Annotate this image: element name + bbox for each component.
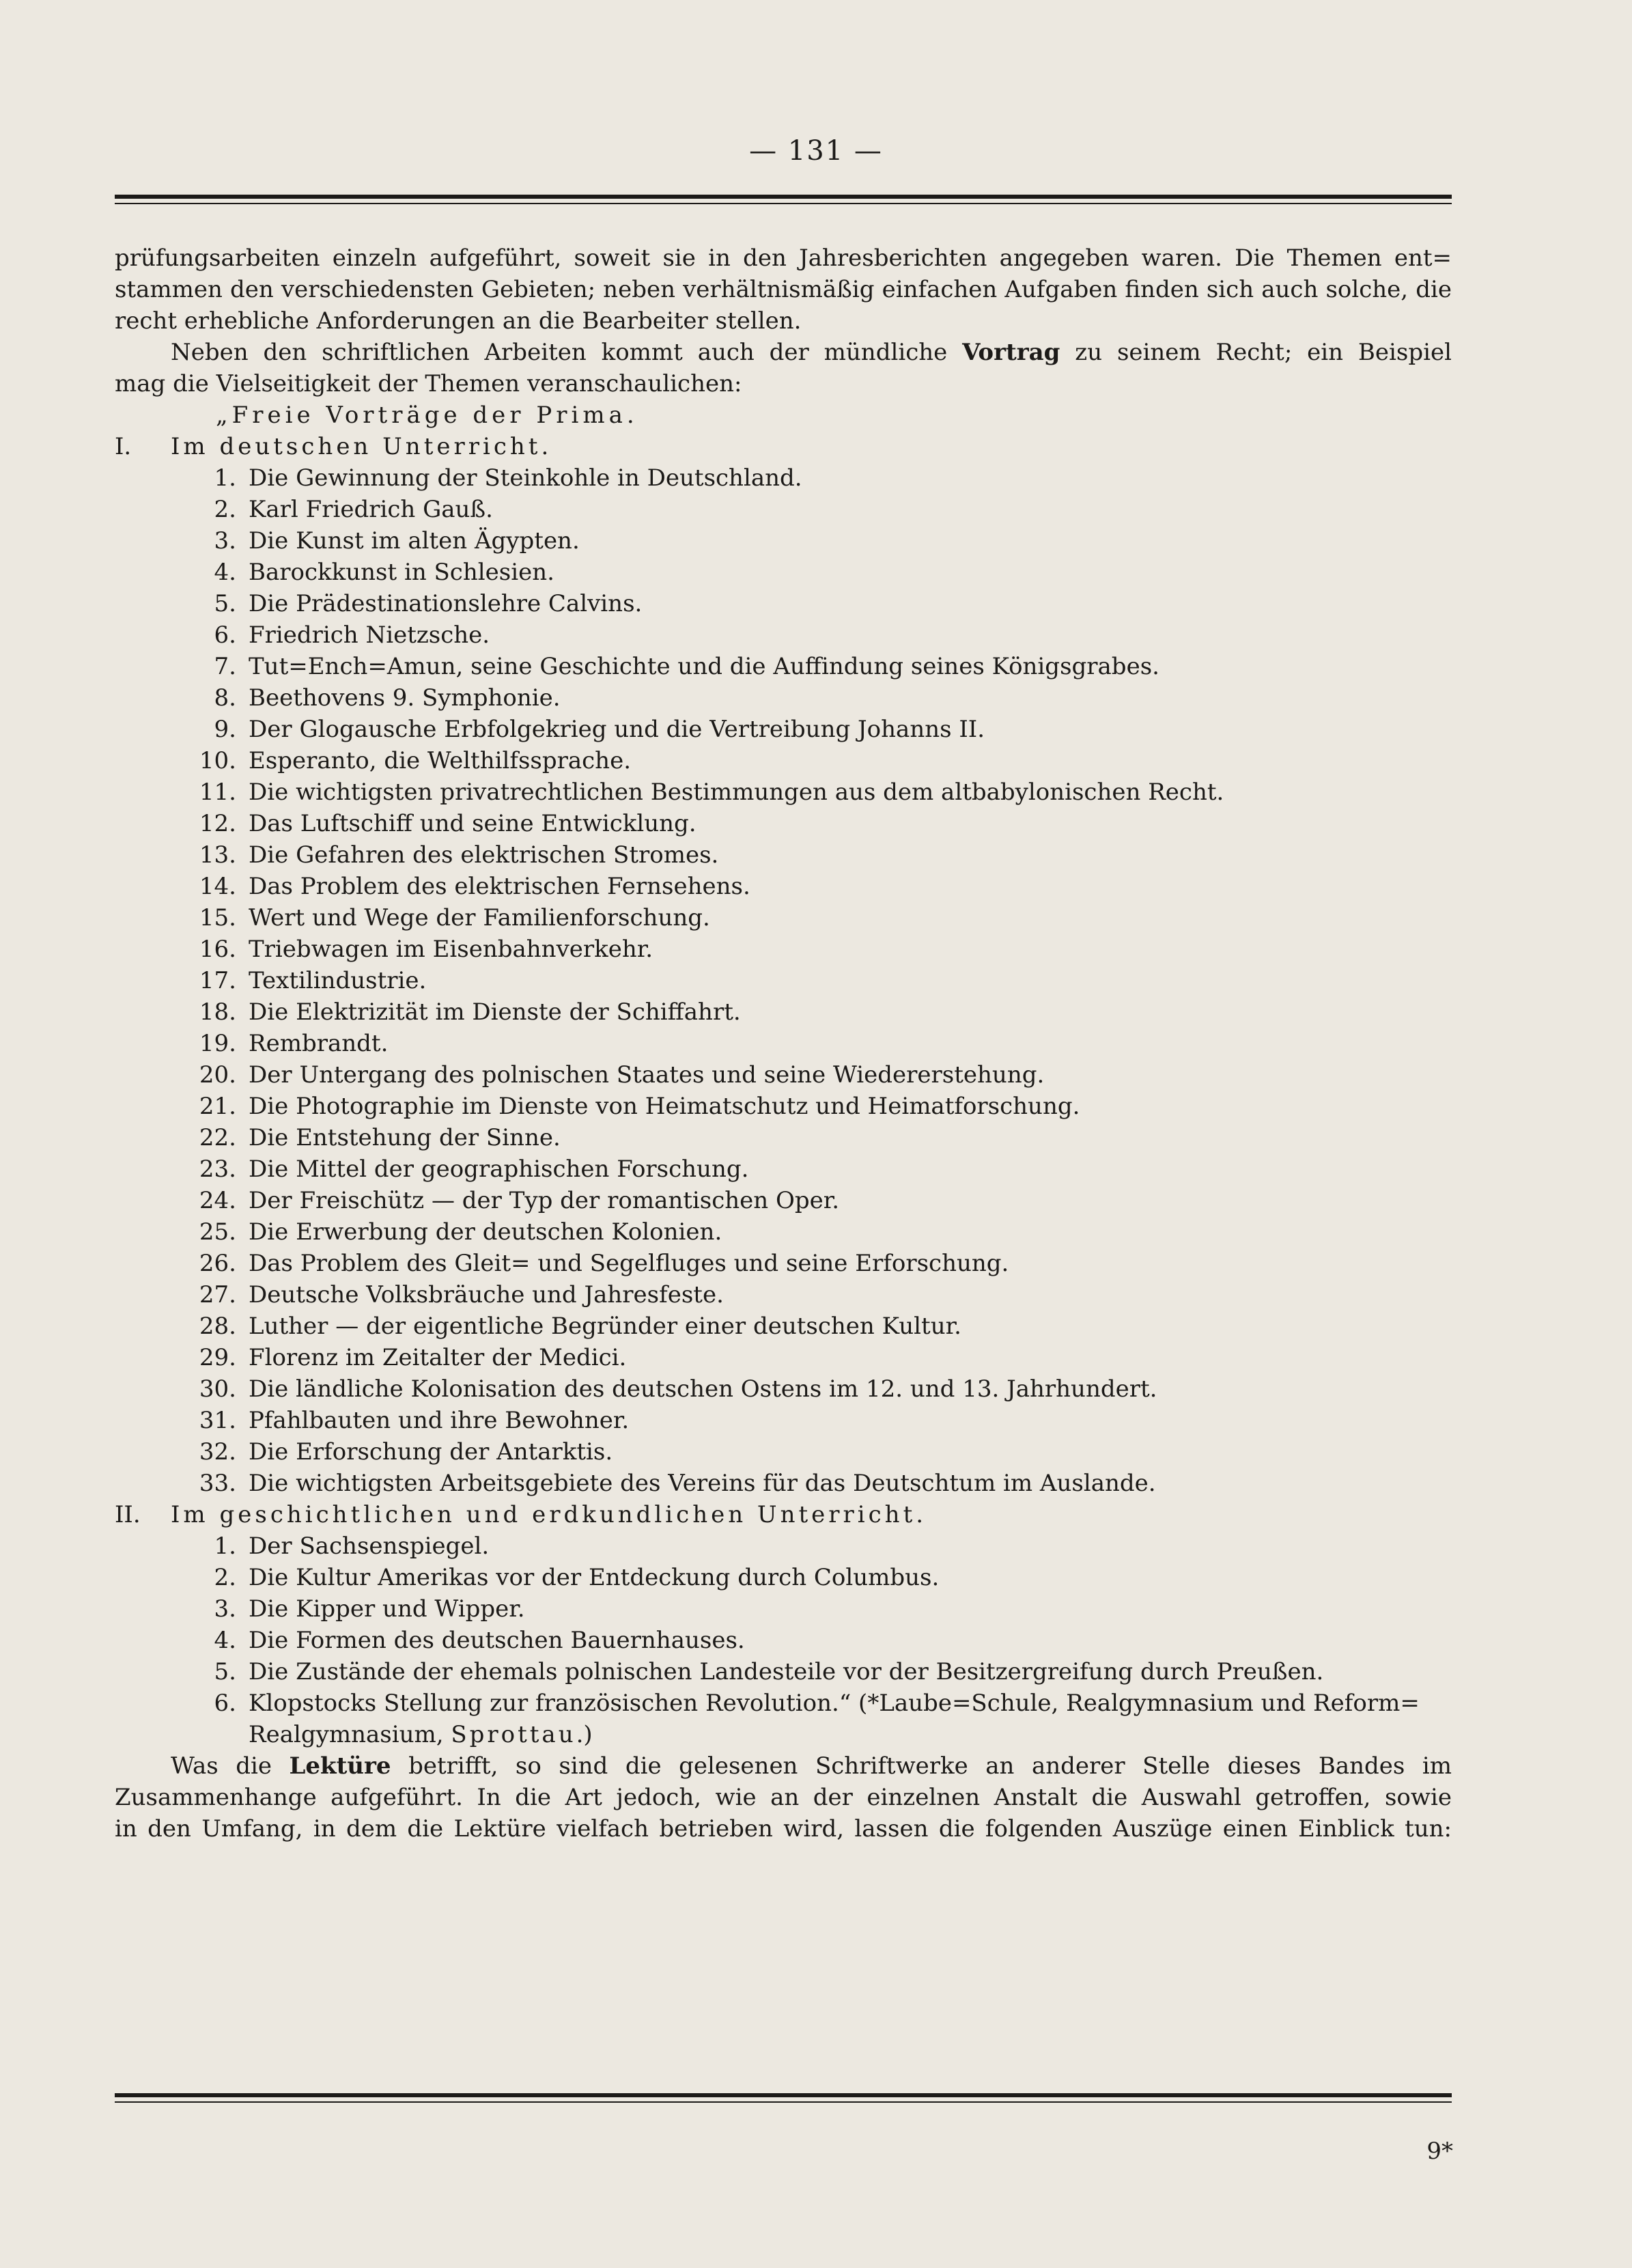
list-item-text: Das Luftschiff und seine Entwicklung. (249, 810, 697, 837)
list-item-text: Das Problem des elektrischen Fernsehens. (249, 873, 750, 900)
list-item-text: Friedrich Nietzsche. (249, 621, 490, 649)
list-item-number: 22. (199, 1124, 236, 1151)
list-item-number: 9. (214, 716, 236, 743)
vortrag-paragraph-line: Neben den schriftlichen Arbeiten kommt auch der mündliche Vortrag zu seinem Recht; ein Beispiel (171, 339, 1452, 366)
list-item-number: 33. (199, 1470, 236, 1497)
place-name: Sprottau (451, 1721, 576, 1748)
list-item-number: 27. (199, 1281, 236, 1308)
list-item-text: Die Kultur Amerikas vor der Entdeckung durch Columbus. (249, 1564, 940, 1591)
list-item-number: 18. (199, 998, 236, 1026)
list-item-text: Klopstocks Stellung zur französischen Revolution.“ (*Laube=Schule, Realgymnasium und Reform= (249, 1690, 1420, 1717)
list-item-text: Pfahlbauten und ihre Bewohner. (249, 1407, 630, 1434)
lektuere-bold: Lektüre (289, 1752, 391, 1780)
vortrag-paragraph-line: mag die Vielseitigkeit der Themen veranschaulichen: (115, 370, 742, 397)
list-item-number: 12. (199, 810, 236, 837)
list-item (115, 1091, 1452, 1122)
list-item-number: 14. (199, 873, 236, 900)
list-item-continuation: Realgymnasium, Sprottau.) (249, 1721, 593, 1748)
lektuere-paragraph-line: Zusammenhange aufgeführt. In die Art jedoch, wie an der einzelnen Anstalt die Auswahl getroffen, sowie (115, 1784, 1452, 1811)
list-item-number: 11. (199, 779, 236, 806)
list-item-text: Die Erforschung der Antarktis. (249, 1438, 613, 1466)
list-item (115, 1342, 1452, 1373)
list-item (115, 462, 1452, 494)
list-item (115, 1562, 1452, 1593)
list-item-number: 17. (199, 967, 236, 994)
prima-heading: „Freie Vorträge der Prima. (216, 402, 638, 429)
list-item-text: Triebwagen im Eisenbahnverkehr. (249, 936, 653, 963)
list-item-text: Die Kunst im alten Ägypten. (249, 527, 580, 555)
list-item-number: 13. (199, 841, 236, 869)
intro-line: stammen den verschiedensten Gebieten; neben verhältnismäßig einfachen Aufgaben finden sich auch solche, die (115, 276, 1452, 303)
list-item-number: 31. (199, 1407, 236, 1434)
list-item-number: 2. (214, 496, 236, 523)
list-item-text: Der Freischütz — der Typ der romantischen Oper. (249, 1187, 840, 1214)
lektuere-paragraph-line: in den Umfang, in dem die Lektüre vielfach betrieben wird, lassen die folgenden Auszüge einen Einblick tun: (115, 1815, 1452, 1843)
list-item-text: Die Erwerbung der deutschen Kolonien. (249, 1218, 722, 1246)
list-item-number: 6. (214, 1690, 236, 1717)
list-item-number: 26. (199, 1250, 236, 1277)
list-item (115, 934, 1452, 965)
list-item-number: 20. (199, 1061, 236, 1089)
list-item-text: Der Glogausche Erbfolgekrieg und die Vertreibung Johanns II. (249, 716, 985, 743)
list-item-text: Die Zustände der ehemals polnischen Landesteile vor der Besitzergreifung durch Preußen. (249, 1658, 1324, 1685)
list-item (115, 557, 1452, 588)
list-item-text: Der Untergang des polnischen Staates und seine Wiedererstehung. (249, 1061, 1045, 1089)
page-number: — 131 — (749, 135, 883, 167)
list-item (115, 1311, 1452, 1342)
list-item (115, 902, 1452, 934)
list-item-text: Esperanto, die Welthilfssprache. (249, 747, 632, 774)
list-item-number: 1. (214, 464, 236, 492)
list-item (115, 996, 1452, 1028)
list-item-text: Wert und Wege der Familienforschung. (249, 904, 710, 932)
list-item (115, 1153, 1452, 1185)
list-item-text: Barockkunst in Schlesien. (249, 559, 554, 586)
list-item (115, 1373, 1452, 1405)
list-item-number: 30. (199, 1375, 236, 1403)
list-item (115, 776, 1452, 808)
list-item (115, 1530, 1452, 1562)
list-item (115, 1028, 1452, 1059)
list-item (115, 651, 1452, 682)
list-item-number: 1. (214, 1532, 236, 1560)
header-rule (115, 195, 1452, 204)
list-item-text: Luther — der eigentliche Begründer einer deutschen Kultur. (249, 1313, 961, 1340)
list-item-text: Die Mittel der geographischen Forschung. (249, 1156, 749, 1183)
list-item-number: 15. (199, 904, 236, 932)
list-item (115, 494, 1452, 525)
list-item-text: Die ländliche Kolonisation des deutschen Ostens im 12. und 13. Jahrhundert. (249, 1375, 1157, 1403)
list-item-text: Tut=Ench=Amun, seine Geschichte und die Auffindung seines Königsgrabes. (249, 653, 1159, 680)
list-item-number: 24. (199, 1187, 236, 1214)
list-item (115, 808, 1452, 839)
list-item (115, 1436, 1452, 1468)
list-item (115, 839, 1452, 871)
lektuere-paragraph-line: Was die Lektüre betrifft, so sind die gelesenen Schriftwerke an anderer Stelle dieses Bandes im (171, 1752, 1452, 1780)
footer-rule (115, 2093, 1452, 2103)
list-item-text: Die wichtigsten privatrechtlichen Bestimmungen aus dem altbabylonischen Recht. (249, 779, 1224, 806)
list-item (115, 1185, 1452, 1216)
list-item-text: Die Formen des deutschen Bauernhauses. (249, 1627, 745, 1654)
list-item-number: 21. (199, 1093, 236, 1120)
list-item-text: Die Entstehung der Sinne. (249, 1124, 561, 1151)
section2-list (115, 1530, 1452, 1719)
section1-list (115, 462, 1452, 1499)
list-item (115, 1688, 1452, 1719)
list-item-text: Die Gewinnung der Steinkohle in Deutschland. (249, 464, 802, 492)
list-item (115, 1248, 1452, 1279)
list-item-number: 19. (199, 1030, 236, 1057)
list-item-number: 25. (199, 1218, 236, 1246)
list-item (115, 588, 1452, 619)
list-item-number: 3. (214, 1595, 236, 1623)
section-heading: II. Im geschichtlichen und erdkundlichen Unterricht. (115, 1501, 927, 1528)
list-item (115, 1279, 1452, 1311)
list-item-number: 23. (199, 1156, 236, 1183)
page-body (115, 242, 1452, 1845)
list-item (115, 871, 1452, 902)
list-item-number: 6. (214, 621, 236, 649)
list-item (115, 1625, 1452, 1656)
list-item-text: Das Problem des Gleit= und Segelfluges und seine Erforschung. (249, 1250, 1009, 1277)
list-item (115, 1059, 1452, 1091)
intro-line: prüfungsarbeiten einzeln aufgeführt, soweit sie in den Jahresberichten angegeben waren. Die Themen ent= (115, 244, 1452, 272)
list-item-number: 4. (214, 559, 236, 586)
list-item-number: 5. (214, 590, 236, 617)
list-item-number: 7. (214, 653, 236, 680)
list-item (115, 1405, 1452, 1436)
list-item (115, 1593, 1452, 1625)
list-item-text: Deutsche Volksbräuche und Jahresfeste. (249, 1281, 724, 1308)
list-item (115, 1216, 1452, 1248)
section-heading: I. Im deutschen Unterricht. (115, 433, 552, 460)
list-item-number: 5. (214, 1658, 236, 1685)
list-item-text: Beethovens 9. Symphonie. (249, 684, 561, 712)
list-item-number: 28. (199, 1313, 236, 1340)
list-item-text: Textilindustrie. (249, 967, 427, 994)
list-item-number: 29. (199, 1344, 236, 1371)
list-item (115, 619, 1452, 651)
list-item (115, 525, 1452, 557)
list-item (115, 1468, 1452, 1499)
list-item-text: Karl Friedrich Gauß. (249, 496, 493, 523)
list-item-text: Die wichtigsten Arbeitsgebiete des Vereins für das Deutschtum im Auslande. (249, 1470, 1156, 1497)
list-item-text: Die Kipper und Wipper. (249, 1595, 525, 1623)
list-item-number: 3. (214, 527, 236, 555)
list-item (115, 682, 1452, 714)
list-item-text: Florenz im Zeitalter der Medici. (249, 1344, 627, 1371)
vortrag-bold: Vortrag (962, 339, 1060, 366)
intro-line: recht erhebliche Anforderungen an die Bearbeiter stellen. (115, 307, 802, 335)
list-item-text: Die Photographie im Dienste von Heimatschutz und Heimatforschung. (249, 1093, 1080, 1120)
list-item-text: Der Sachsenspiegel. (249, 1532, 490, 1560)
list-item-number: 16. (199, 936, 236, 963)
list-item (115, 745, 1452, 776)
list-item-text: Die Elektrizität im Dienste der Schiffahrt. (249, 998, 741, 1026)
list-item-text: Die Prädestinationslehre Calvins. (249, 590, 643, 617)
list-item-number: 8. (214, 684, 236, 712)
list-item (115, 1656, 1452, 1688)
list-item (115, 965, 1452, 996)
list-item-number: 2. (214, 1564, 236, 1591)
signature-mark: 9* (1426, 2138, 1453, 2165)
list-item-number: 32. (199, 1438, 236, 1466)
list-item-text: Rembrandt. (249, 1030, 389, 1057)
list-item-text: Die Gefahren des elektrischen Stromes. (249, 841, 719, 869)
list-item-number: 10. (199, 747, 236, 774)
list-item-number: 4. (214, 1627, 236, 1654)
list-item (115, 714, 1452, 745)
list-item (115, 1122, 1452, 1153)
